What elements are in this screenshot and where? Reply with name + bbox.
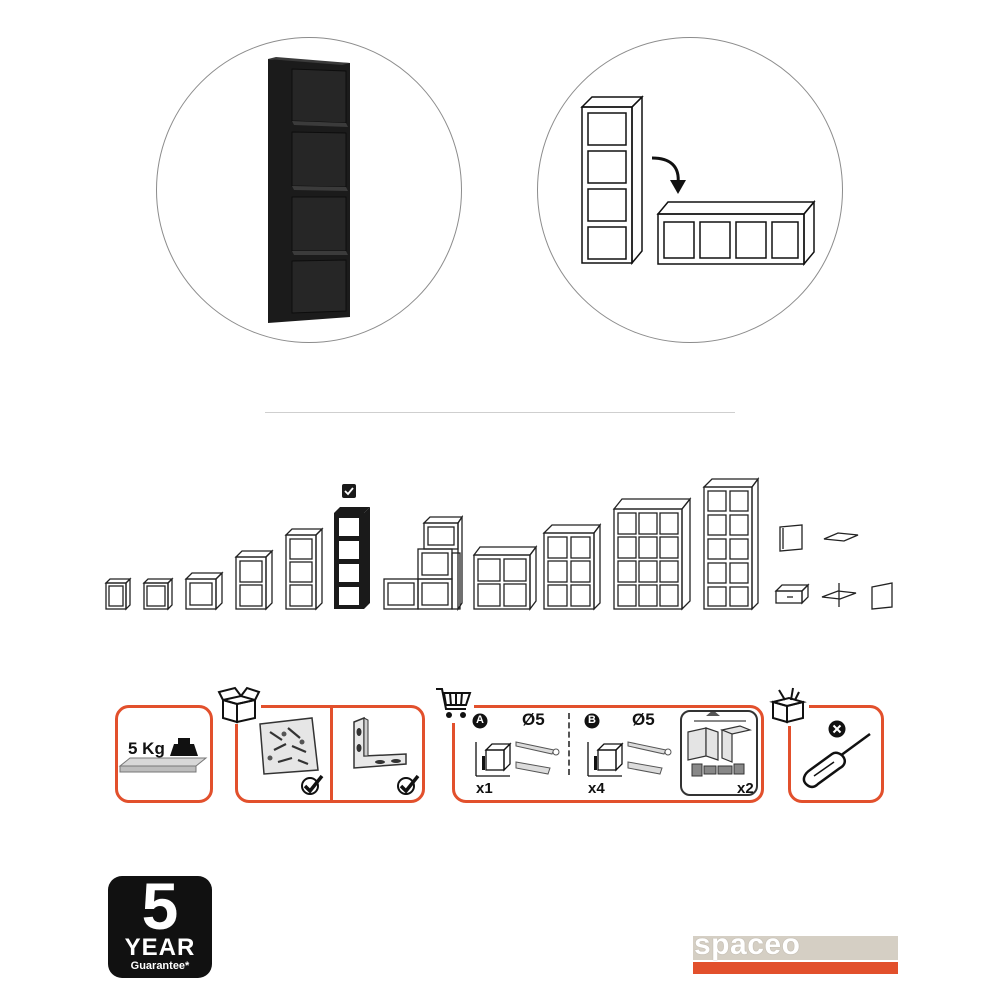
box-icon — [217, 684, 261, 724]
range-cube-1x4-selected — [334, 507, 370, 609]
horizontal-unit-icon — [654, 196, 818, 268]
guarantee-badge — [108, 869, 212, 978]
range-cube-1x3 — [286, 529, 322, 609]
multi-cube-fixing-icon — [582, 732, 682, 782]
fixing-separator — [568, 713, 570, 775]
range-cube-3x4 — [614, 499, 690, 609]
brand-accent-stripe — [693, 962, 898, 974]
guarantee-text: Guarantee* — [130, 960, 190, 972]
range-cube-1x2 — [236, 551, 272, 609]
a-marker: A — [476, 714, 484, 726]
range-cube-1x1 — [144, 579, 172, 609]
guarantee-number: 5 — [141, 869, 179, 943]
accessory-back-panel — [872, 583, 892, 609]
guarantee-unit: YEAR — [124, 934, 196, 961]
accessory-shelf — [824, 533, 858, 541]
accessory-drawer — [776, 585, 808, 603]
fixing-kit-icon — [684, 712, 756, 784]
single-cube-fixing-icon — [470, 732, 570, 782]
check-mark-icon-2 — [396, 774, 420, 796]
weight-label: 5 Kg — [128, 739, 165, 758]
checkbox-checked-icon — [341, 483, 357, 499]
cart-icon — [434, 683, 474, 723]
a-qty: x1 — [476, 780, 493, 797]
range-cube-2x3 — [544, 525, 600, 609]
accessory-door — [780, 525, 802, 551]
range-staircase — [384, 517, 462, 609]
accessory-divider — [822, 583, 856, 607]
a-diameter: Ø5 — [522, 710, 545, 729]
shelf-unit-icon — [262, 55, 356, 330]
bracket-icon — [350, 716, 410, 774]
range-cube-1x1-small — [106, 579, 130, 609]
range-cube-2x2 — [474, 547, 536, 609]
screwdriver-icon — [800, 732, 874, 794]
hardware-bag-icon — [256, 716, 322, 776]
brand-logo: spaceo — [694, 928, 801, 961]
section-divider — [265, 412, 735, 413]
b-diameter: Ø5 — [632, 710, 655, 729]
range-cube-1x1-wide — [186, 573, 222, 609]
check-mark-icon — [300, 774, 324, 796]
contents-split — [330, 705, 333, 803]
b-marker: B — [588, 714, 596, 726]
vertical-unit-icon — [578, 93, 648, 268]
product-range — [100, 475, 900, 620]
range-cube-2x5 — [704, 479, 758, 609]
toolbox-icon — [767, 684, 809, 726]
kit-qty: x2 — [737, 780, 754, 797]
rotate-arrow-icon — [648, 152, 688, 197]
b-qty: x4 — [588, 780, 605, 797]
